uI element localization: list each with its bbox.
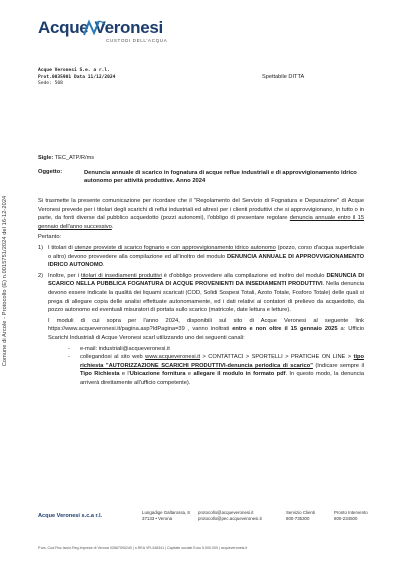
channel-email [68,345,364,354]
protocol-stamp-text: Comune di Arcole - Protocollo (E) n.0015751/2024 del 16-12-2024 [2,195,8,367]
footer-service [286,510,315,522]
pertanto: Pertanto: [38,234,62,241]
website-link[interactable]: www.acqueveronesi.it [145,354,201,361]
oggetto-label: Oggetto: [38,169,63,175]
footer-service-number: 800-735300 [286,516,310,521]
intro-end: . [111,223,114,230]
protocol-side-stamp [0,0,12,562]
footer-legal-line: P.iva, Cod.Fisc.Iscriz.Reg.Imprese di Verona 03567090240 | n.REA VR-348341 | Capitale sociale Euro 5.000.000 | acqueveronesi.it [38,546,248,550]
email-channel-text[interactable]: e-mail: industriali@acqueveronesi.it [80,345,170,352]
web-c-bold: Tipo Richiesta [80,371,120,378]
footer-address-2: 37133 • Verona [142,516,173,521]
footer-company: Acque Veronesi s.c.a r.l. [38,513,103,519]
item-number: 1) [38,244,44,251]
item1-a: I titolari di [48,244,75,251]
protocol-stamp [38,68,116,88]
letter-body [38,197,364,387]
channel-web [68,353,364,387]
sigle-line [38,155,94,161]
moduli-paragraph [48,317,364,343]
footer-pronto [334,510,368,522]
stamp-line-3: Sede: 508 [38,81,63,87]
web-e: e [185,371,194,378]
channel-list [68,345,364,388]
item1-b-bold: DENUNCIA ANNUALE DI APPROVVIGIONAMENTO IDRICO AUTONOMO [48,253,365,269]
item-number: 2) [38,272,44,279]
item1-c: . [102,262,105,269]
web-c: (Indicare sempre il [312,362,364,369]
stamp-line-2: Prot.0035901 Data 11/12/2024 [38,74,116,80]
web-b: > CONTATTACI > SPORTELLI > PRATICHE ON LINE > [200,354,354,361]
web-d: e l' [119,371,130,378]
item1-a-u: utenze provviste di scarico fognario e con approvvigionamento idrico autonomo [74,244,276,251]
item2-b-bold: DENUNCIA DI SCARICO NELLA PUBBLICA FOGNATURA DI ACQUE PROVENIENTI DA INSEDIAMENTI PRODUTTIVI [48,272,364,288]
web-e-bold: allegare il modulo in formato pdf [193,371,286,378]
web-channel-text [80,353,364,387]
logo-name-b: Veronesi [94,18,163,37]
footer-service-label: Servizio Clienti [286,510,316,515]
sigle-value: TEC_ATP/R/ms [54,155,95,161]
list-item-1 [38,244,364,270]
logo-subtitle: CUSTODI DELL'ACQUA [106,38,168,43]
footer-address [142,510,190,522]
moduli-text: I moduli di cui sopra per l'anno 2024, disponibili sul sito di Acque Veronesi al seguente link https://www.acqueveronesi.it/pagina.asp?IdPagina=39 , vanno inoltrati [48,317,364,333]
item2-a-u: titolari di insediamenti produttivi [81,272,162,279]
web-a: collegandosi al sito web [80,354,146,361]
item-text [48,244,364,270]
bullet-dash: - [68,354,70,361]
item2-b: è d'obbligo provvedere alla compilazione ed inoltro del modulo [161,272,327,279]
item-text [48,272,364,315]
web-d-bold: Ubicazione fornitura [129,371,186,378]
intro-paragraph [38,197,364,231]
footer-emails [198,510,262,522]
web-f: . In questo modo, la denuncia arriverà direttamente all'ufficio competente). [80,371,364,386]
footer-email-1[interactable]: protocollo@acqueveronesi.it [198,510,254,515]
footer-pronto-label: Pronto Intervento [334,510,368,515]
intro-deadline: denuncia annuale entro il 15 gennaio dell'anno successivo [38,215,364,230]
logo-wave-icon [82,19,106,37]
moduli-deadline: entro e non oltre il 15 gennaio 2025 [232,326,338,333]
oggetto-text: Denuncia annuale di scarico in fognatura di acque reflue industriali e di approvvigionamento idrico autonomo per attività produttive. Anno 2024 [84,170,357,184]
list-item-2 [38,272,364,315]
footer-email-2[interactable]: protocollo@pec.acqueveronesi.it [198,516,262,521]
logo-name-a: Acque [38,18,89,37]
item1-b: (pozzo, corso d'acqua superficiale o altro) devono provvedere alla compilazione ed all'inoltro del modulo [48,244,364,260]
item2-c: . Nella denuncia devono essere indicate la qualità dei liquami scaricati (COD, Solidi Sospesi Totali, Azoto Totale, Fosforo Totale) delle quali si prega di allegare copia delle analisi effettuate autonomamente, ed i dati relativi ai contatori di prelievo da acquedotto, da pozzo autonomo ed eventuali misuratori di portata sullo scarico (matricole, date lettura e letture). [48,281,364,314]
intro-text: Si trasmette la presente comunicazione per ricordare che il "Regolamento del Servizio di Fognatura e Depurazione" di Acque Veronesi prevede per i titolari degli scarichi di reflui industriali ed altresì per i clienti produttivi che si approvvigionano, in tutto o in parte, da fonti diverse dal pubblico acquedotto (pozzi autonomi), l'obbligo di presentare regolare [38,198,364,222]
bullet-dash: - [68,345,70,352]
web-request-type: tipo richiesta "AUTORIZZAZIONE SCARICHI PRODUTTIVI-denuncia periodica di scarico" [80,354,364,369]
item2-a: Inoltre, per i [48,272,81,279]
footer-address-1: Lungadige Galtarossa, 8 [142,510,190,515]
recipient: Spettabile DITTA [262,74,305,80]
moduli-end: a: Ufficio Scarichi Industriali di Acque Veronesi scarl utilizzando uno dei seguenti canali: [48,326,365,341]
sigle-label: Sigle: [38,155,54,161]
stamp-line-1: Acque Veronesi S.e. a r.l. [38,68,110,73]
footer-pronto-number: 800-234500 [334,516,358,521]
